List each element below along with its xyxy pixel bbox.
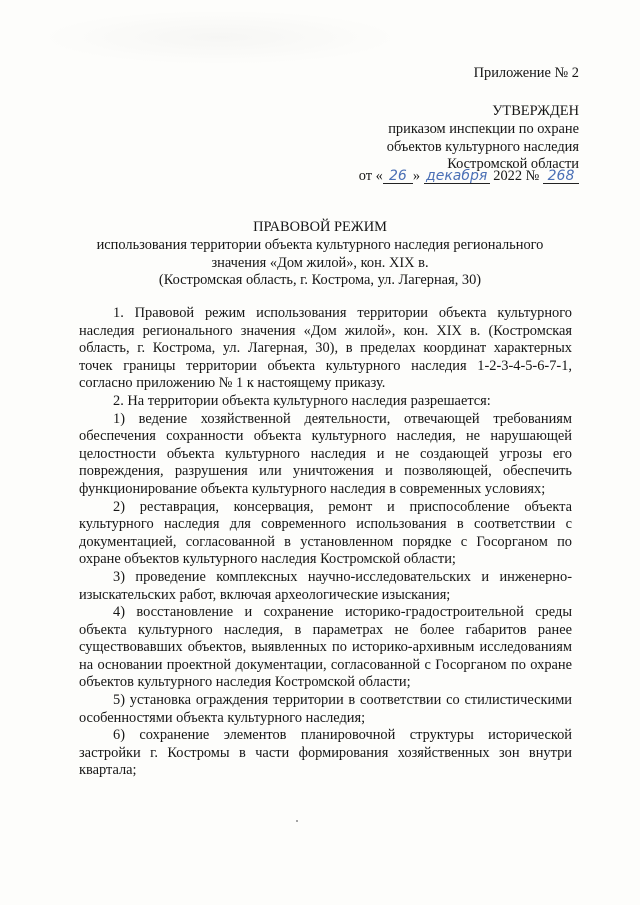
approved-label: УТВЕРЖДЕН [492,103,579,119]
body-paragraph: 2) реставрация, консервация, ремонт и приспособление объекта культурного наследия для современного использования в соответствии с документацией, согласованной в установленном порядке с Госорганом по охране объектов культурного наследия Костромской области; [79,498,572,568]
document-title: ПРАВОВОЙ РЕЖИМ [253,219,387,235]
scan-speck [296,820,298,822]
order-year: 2022 № [493,168,540,184]
order-day: 26 [383,169,413,184]
subtitle-line: использования территории объекта культурного наследия регионального [96,237,544,253]
body-paragraph: 6) сохранение элементов планировочной структуры исторической застройки г. Костромы в части формирования хозяйственных зон внутри квартала; [79,727,572,779]
document-subtitle [60,237,580,290]
order-month: декабря [424,169,490,184]
body-paragraph: 1. Правовой режим использования территории объекта культурного наследия регионального значения «Дом жилой», кон. XIX в. (Костромская область, г. Кострома, ул. Лагерная, 30), в пределах координат характерных точек границы территории объекта культурного наследия 1-2-3-4-5-6-7-1, согласно приложению № 1 к настоящему приказу. [79,305,572,392]
appendix-label: Приложение № 2 [473,65,579,81]
body-paragraph: 4) восстановление и сохранение историко-градостроительной среды объекта культурного наследия, в параметрах не более габаритов ранее существовавших объектов, выявленных по историко-архивным исследованиям на основании проектной документации, согласованной с Госорганом по охране объектов культурного наследия Костромской области; [79,604,572,691]
order-date-number [359,168,579,186]
approval-line: приказом инспекции по охране [388,121,579,137]
body-paragraph: 1) ведение хозяйственной деятельности, отвечающей требованиям обеспечения сохранности объекта культурного наследия, не нарушающей целостности объекта культурного наследия и не создающей угрозы его повреждения, разрушения или уничтожения и позволяющей, обеспечить функционирование объекта культурного наследия в современных условиях; [79,410,572,497]
approval-authority [387,121,579,174]
body-paragraph: 2. На территории объекта культурного наследия разрешается: [113,392,491,409]
order-number: 268 [543,169,579,184]
subtitle-line: значения «Дом жилой», кон. XIX в. [211,254,429,271]
approval-line: Костромской области [447,156,579,173]
document-body [79,305,572,780]
scan-smudge [40,10,400,65]
order-prefix: от « [358,168,383,184]
approval-line: объектов культурного наследия [386,138,579,155]
order-mid: » [412,168,421,184]
body-paragraph: 5) установка ограждения территории в соответствии со стилистическими особенностями объекта культурного наследия; [79,692,572,726]
body-paragraph: 3) проведение комплексных научно-исследовательских и инженерно-изыскательских работ, включая археологические изыскания; [79,568,572,603]
subtitle-line: (Костромская область, г. Кострома, ул. Лагерная, 30) [158,272,482,289]
